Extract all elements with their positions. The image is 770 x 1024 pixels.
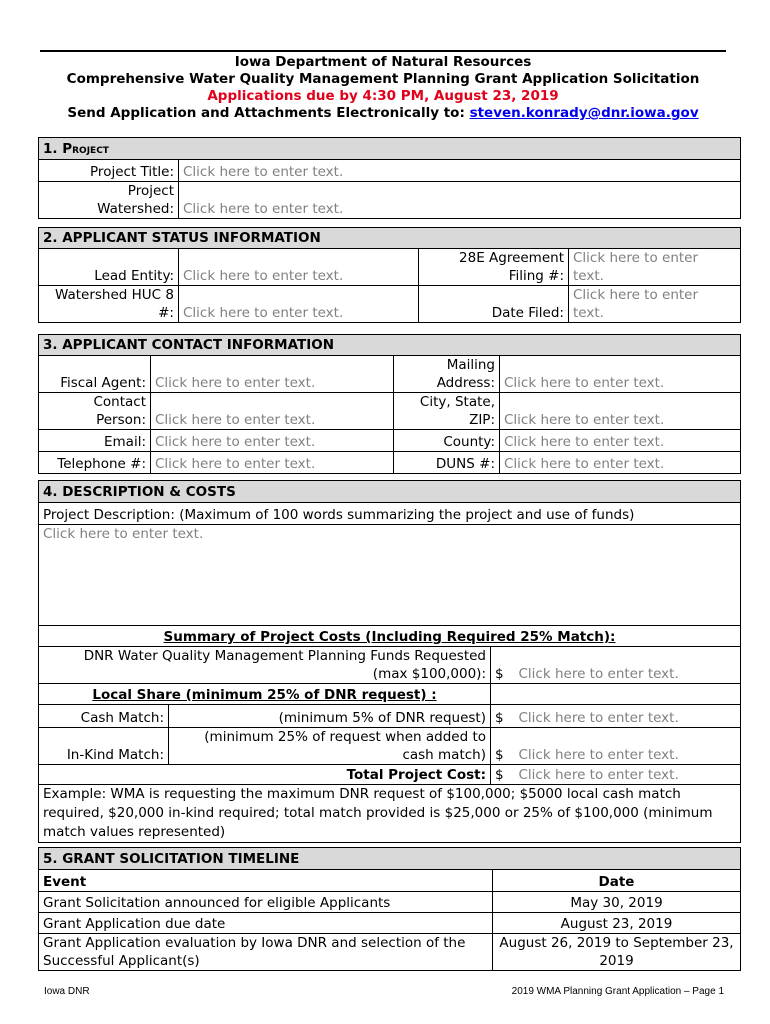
county-field[interactable]: Click here to enter text. <box>500 430 741 452</box>
city-state-zip-label: City, State, ZIP: <box>394 393 500 430</box>
section-timeline <box>38 847 741 971</box>
header-submit-prefix: Send Application and Attachments Electronically to: <box>67 105 465 121</box>
inkind-match-field[interactable]: Click here to enter text. <box>515 728 741 765</box>
timeline-col-event: Event <box>39 870 493 892</box>
date-filed-field[interactable]: Click here to enter text. <box>569 286 741 323</box>
section-project-heading: 1. Project <box>39 138 741 160</box>
local-share-blank-1 <box>491 684 515 705</box>
total-cost-dollar: $ <box>491 765 515 785</box>
cash-match-field[interactable]: Click here to enter text. <box>515 705 741 728</box>
timeline-row <box>39 913 741 934</box>
inkind-match-label: In-Kind Match: <box>39 728 169 765</box>
header-rule <box>40 50 726 52</box>
contact-person-field[interactable]: Click here to enter text. <box>151 393 394 430</box>
duns-field[interactable]: Click here to enter text. <box>500 452 741 474</box>
email-label: Email: <box>39 430 151 452</box>
timeline-event: Grant Solicitation announced for eligible Applicants <box>39 892 493 913</box>
timeline-date: August 26, 2019 to September 23, 2019 <box>493 934 741 971</box>
header-agency: Iowa Department of Natural Resources <box>234 54 532 70</box>
section-description-heading: 4. DESCRIPTION & COSTS <box>39 481 741 503</box>
lead-entity-label: Lead Entity: <box>39 249 179 286</box>
timeline-col-date: Date <box>493 870 741 892</box>
total-cost-field[interactable]: Click here to enter text. <box>515 765 741 785</box>
section-project <box>38 137 741 219</box>
dnr-funds-label: DNR Water Quality Management Planning Funds Requested (max $100,000): <box>39 647 491 684</box>
agreement-filing-field[interactable]: Click here to enter text. <box>569 249 741 286</box>
footer-page: 2019 WMA Planning Grant Application – Page 1 <box>511 986 724 997</box>
total-cost-label: Total Project Cost: <box>39 765 491 785</box>
telephone-field[interactable]: Click here to enter text. <box>151 452 394 474</box>
project-title-label: Project Title: <box>39 160 179 182</box>
section-contact <box>38 334 741 474</box>
local-share-heading: Local Share (minimum 25% of DNR request) : <box>39 684 491 705</box>
header-submit-line <box>40 105 726 121</box>
header-title: Comprehensive Water Quality Management Planning Grant Application Solicitation <box>66 71 700 87</box>
timeline-event: Grant Application due date <box>39 913 493 934</box>
timeline-row <box>39 892 741 913</box>
cash-match-dollar: $ <box>491 705 515 728</box>
section-applicant-status <box>38 227 741 323</box>
dnr-funds-field[interactable]: Click here to enter text. <box>515 647 741 684</box>
project-description-field[interactable]: Click here to enter text. <box>39 525 741 626</box>
section-contact-heading: 3. APPLICANT CONTACT INFORMATION <box>39 335 741 356</box>
timeline-event: Grant Application evaluation by Iowa DNR and selection of the Successful Applicant(s) <box>39 934 493 971</box>
inkind-match-dollar: $ <box>491 728 515 765</box>
mailing-address-label: Mailing Address: <box>394 356 500 393</box>
cash-match-note: (minimum 5% of DNR request) <box>169 705 491 728</box>
city-state-zip-field[interactable]: Click here to enter text. <box>500 393 741 430</box>
summary-costs-heading: Summary of Project Costs (Including Required 25% Match): <box>39 626 741 647</box>
fiscal-agent-field[interactable]: Click here to enter text. <box>151 356 394 393</box>
agreement-filing-label: 28E Agreement Filing #: <box>419 249 569 286</box>
date-filed-label: Date Filed: <box>419 286 569 323</box>
lead-entity-field[interactable]: Click here to enter text. <box>179 249 419 286</box>
dnr-funds-dollar: $ <box>491 647 515 684</box>
email-link[interactable]: steven.konrady@dnr.iowa.gov <box>469 105 699 121</box>
contact-person-label: Contact Person: <box>39 393 151 430</box>
timeline-date: August 23, 2019 <box>493 913 741 934</box>
inkind-match-note: (minimum 25% of request when added to cash match) <box>169 728 491 765</box>
project-watershed-label: Project Watershed: <box>39 182 179 219</box>
duns-label: DUNS #: <box>394 452 500 474</box>
project-watershed-field[interactable]: Click here to enter text. <box>179 182 741 219</box>
section-applicant-status-heading: 2. APPLICANT STATUS INFORMATION <box>39 228 741 249</box>
county-label: County: <box>394 430 500 452</box>
match-example-text: Example: WMA is requesting the maximum DNR request of $100,000; $5000 local cash match required, $20,000 in-kind required; total match provided is $25,000 or 25% of $100,000 (minimum match values represented) <box>39 785 741 843</box>
section-timeline-heading: 5. GRANT SOLICITATION TIMELINE <box>39 848 741 870</box>
header-deadline: Applications due by 4:30 PM, August 23, 2019 <box>207 88 559 104</box>
timeline-row <box>39 934 741 971</box>
local-share-blank-2 <box>515 684 741 705</box>
cash-match-label: Cash Match: <box>39 705 169 728</box>
timeline-date: May 30, 2019 <box>493 892 741 913</box>
project-title-field[interactable]: Click here to enter text. <box>179 160 741 182</box>
section-description-costs <box>38 480 741 843</box>
huc8-field[interactable]: Click here to enter text. <box>179 286 419 323</box>
fiscal-agent-label: Fiscal Agent: <box>39 356 151 393</box>
mailing-address-field[interactable]: Click here to enter text. <box>500 356 741 393</box>
project-description-label: Project Description: (Maximum of 100 words summarizing the project and use of funds) <box>39 503 741 525</box>
telephone-label: Telephone #: <box>39 452 151 474</box>
email-field[interactable]: Click here to enter text. <box>151 430 394 452</box>
huc8-label: Watershed HUC 8 #: <box>39 286 179 323</box>
footer-left: Iowa DNR <box>44 986 90 997</box>
